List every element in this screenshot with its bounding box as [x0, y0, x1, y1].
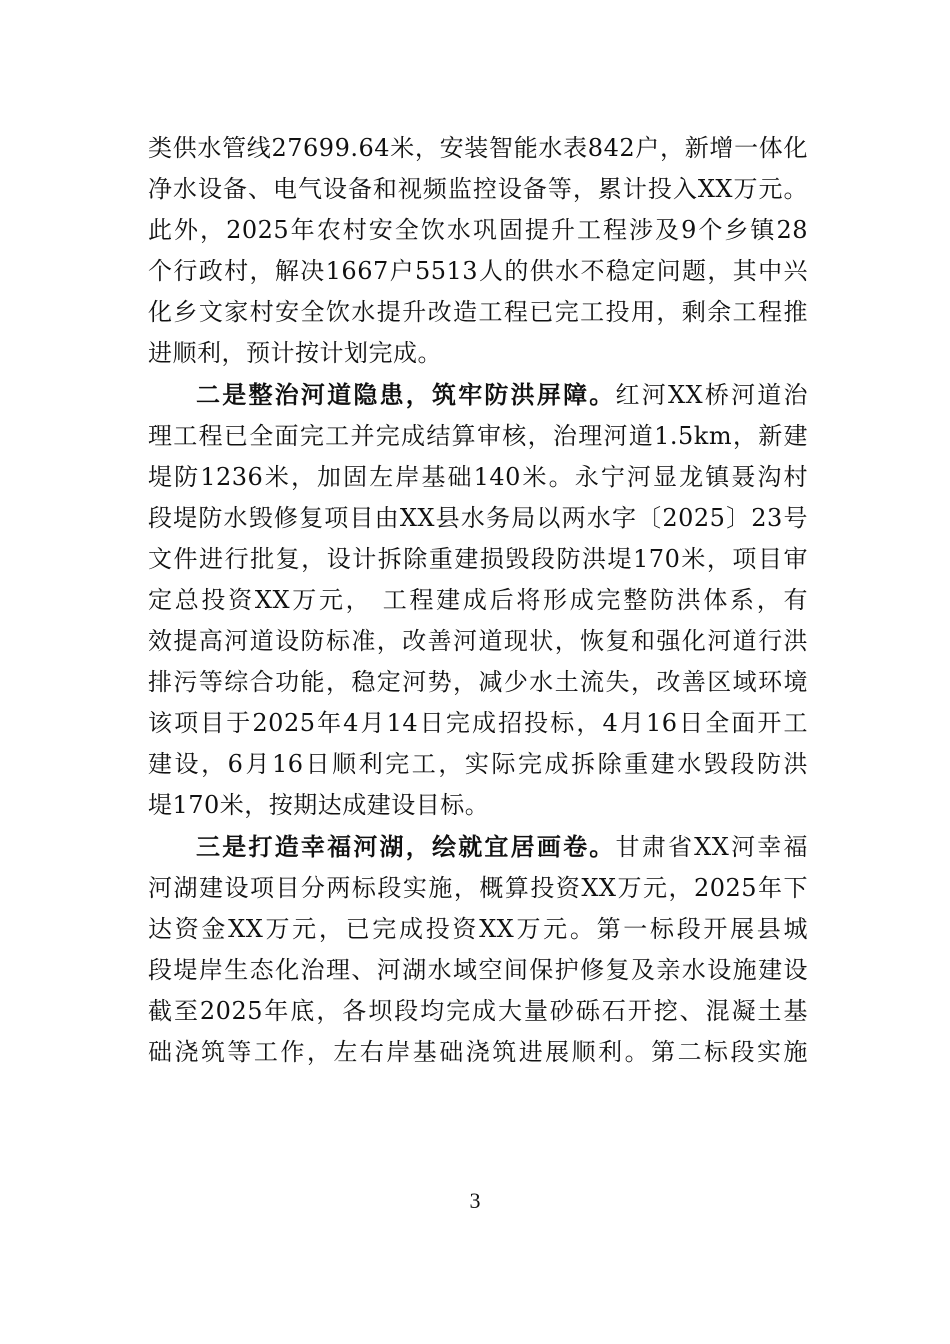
text-run: 红河XX桥河道治	[615, 381, 809, 409]
paragraph-heading: 二是整治河道隐患，筑牢防洪屏障。	[196, 380, 616, 409]
text-line	[148, 826, 808, 868]
page-number: 3	[469, 1188, 481, 1213]
text-line: 定总投资XX万元， 工程建成后将形成完整防洪体系，有	[148, 586, 808, 614]
text-run: 甘肃省XX河幸福	[615, 833, 809, 861]
text-line: 类供水管线27699.64米，安装智能水表842户，新增一体化	[148, 134, 808, 162]
text-line: 段堤岸生态化治理、河湖水域空间保护修复及亲水设施建设	[148, 956, 808, 984]
text-line: 效提高河道设防标准，改善河道现状，恢复和强化河道行洪	[148, 627, 808, 655]
paragraph-water-supply	[148, 128, 808, 374]
text-line: 础浇筑等工作，左右岸基础浇筑进展顺利。第二标段实施	[148, 1038, 808, 1066]
text-line: 理工程已全面完工并完成结算审核，治理河道1.5km，新建	[148, 422, 808, 450]
text-line: 净水设备、电气设备和视频监控设备等，累计投入XX万元。	[148, 175, 808, 203]
paragraph-river-rectification	[148, 374, 808, 826]
text-line: 此外，2025年农村安全饮水巩固提升工程涉及9个乡镇28	[148, 216, 808, 244]
text-line: 排污等综合功能，稳定河势，减少水土流失，改善区域环境	[148, 668, 808, 696]
text-line: 化乡文家村安全饮水提升改造工程已完工投用，剩余工程推	[148, 298, 808, 326]
text-line: 河湖建设项目分两标段实施，概算投资XX万元，2025年下	[148, 874, 808, 902]
body-text	[148, 128, 808, 1073]
text-line: 截至2025年底，各坝段均完成大量砂砾石开挖、混凝土基	[148, 997, 808, 1025]
text-line: 堤防1236米，加固左岸基础140米。永宁河显龙镇聂沟村	[148, 463, 808, 491]
text-line: 堤170米，按期达成建设目标。	[148, 791, 490, 819]
text-line: 个行政村，解决1667户5513人的供水不稳定问题，其中兴	[148, 257, 808, 285]
text-line: 达资金XX万元，已完成投资XX万元。第一标段开展县城	[148, 915, 808, 943]
text-line: 该项目于2025年4月14日完成招投标，4月16日全面开工	[148, 709, 808, 737]
text-line: 文件进行批复，设计拆除重建损毁段防洪堤170米，项目审	[148, 545, 808, 573]
text-line	[148, 374, 808, 416]
paragraph-happy-rivers	[148, 826, 808, 1073]
text-line: 建设，6月16日顺利完工，实际完成拆除重建水毁段防洪	[148, 750, 808, 778]
text-line: 段堤防水毁修复项目由XX县水务局以两水字〔2025〕23号	[148, 504, 808, 532]
text-line: 进顺利，预计按计划完成。	[148, 339, 442, 367]
paragraph-heading: 三是打造幸福河湖，绘就宜居画卷。	[196, 832, 616, 861]
